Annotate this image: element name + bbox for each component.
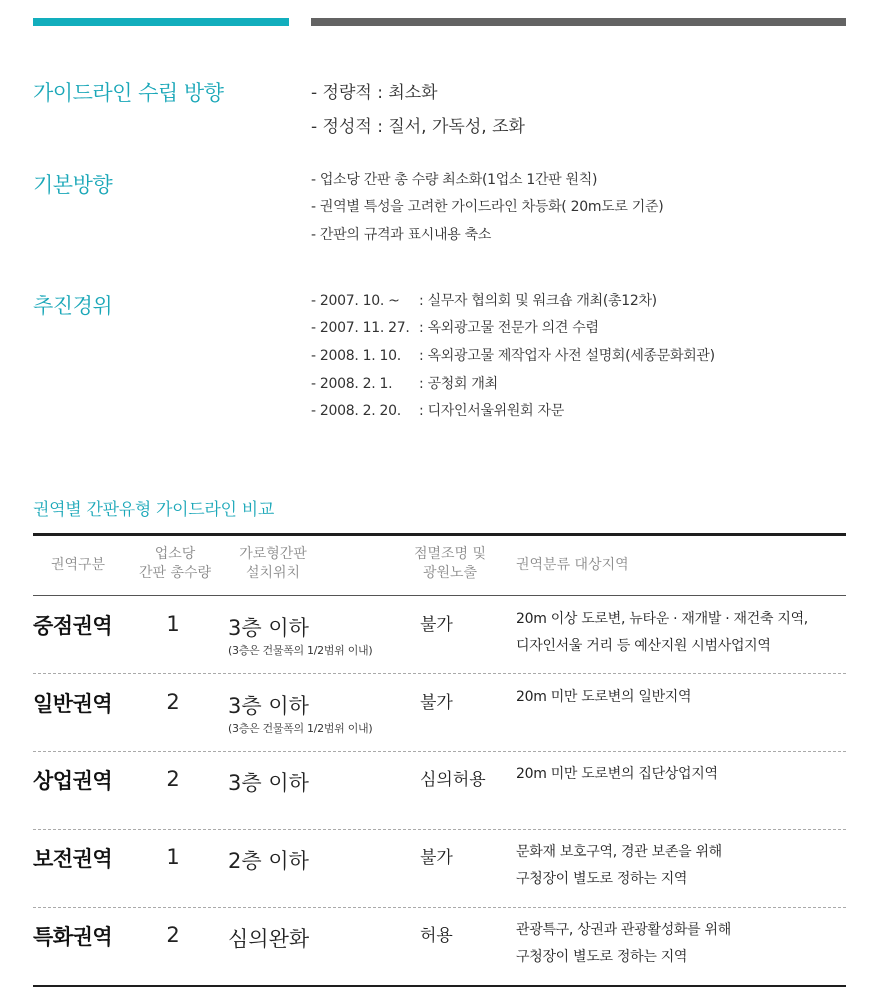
target-line: 20m 미만 도로변의 일반지역 [516,689,692,705]
table-top-rule [33,533,846,536]
zone-name: 중점권역 [33,614,113,638]
target-line: 구청장이 별도로 정하는 지역 [516,949,688,965]
row-divider [33,829,846,830]
sign-location: 3층 이하 [228,616,309,640]
target-line: 관광특구, 상권과 관광활성화를 위해 [516,922,731,938]
history-item [311,290,657,310]
zone-name: 상업권역 [33,769,113,793]
history-title: 추진경위 [33,294,113,318]
history-date: - 2007. 10. ~ [311,293,400,309]
history-item [311,317,599,337]
direction-item: - 정량적 : 최소화 [311,83,438,103]
row-divider [33,673,846,674]
target-line: 20m 이상 도로변, 뉴타운 · 재개발 · 재건축 지역, [516,611,808,627]
lighting-rule: 허용 [420,926,453,946]
lighting-rule: 심의허용 [420,770,486,790]
history-date: - 2008. 2. 20. [311,403,401,419]
sign-count: 2 [166,923,180,947]
top-gray-bar [311,18,846,26]
zone-name: 일반권역 [33,692,113,716]
sign-location: 3층 이하 [228,771,309,795]
target-area [516,606,808,660]
header-count-line2: 간판 총수량 [138,565,212,581]
basic-item: - 업소당 간판 총 수량 최소화(1업소 1간판 원칙) [311,172,598,188]
history-item [311,345,715,365]
table-row [0,688,883,768]
history-date: - 2007. 11. 27. [311,320,410,336]
target-area [516,839,722,893]
history-desc: : 옥외광고물 전문가 의견 수렴 [419,320,599,336]
history-desc: : 옥외광고물 제작업자 사전 설명회(세종문화회관) [419,348,715,364]
header-zone: 권역구분 [50,557,106,573]
table-row [0,765,883,845]
direction-item: - 정성적 : 질서, 가독성, 조화 [311,117,525,137]
target-line: 디자인서울 거리 등 예산지원 시범사업지역 [516,638,771,654]
history-desc: : 디자인서울위원회 자문 [419,403,564,419]
table-row [0,843,883,923]
table-header-rule [33,595,846,596]
sign-count: 1 [166,845,180,869]
zone-name: 보전권역 [33,847,113,871]
table-row [0,610,883,690]
target-line: 문화재 보호구역, 경관 보존을 위해 [516,844,722,860]
row-divider [33,751,846,752]
lighting-rule: 불가 [420,848,453,868]
sign-count: 2 [166,690,180,714]
sign-location: 심의완화 [228,927,310,951]
history-date: - 2008. 2. 1. [311,376,393,392]
history-desc: : 실무자 협의회 및 워크숍 개최(총12차) [419,293,657,309]
sign-location-note: (3층은 건물폭의 1/2범위 이내) [228,644,373,657]
target-line: 구청장이 별도로 정하는 지역 [516,871,688,887]
header-count-line1: 업소당 [154,546,196,562]
header-location [228,545,318,583]
target-area [516,684,691,711]
table-bottom-rule [33,985,846,987]
sign-location: 3층 이하 [228,694,309,718]
zone-name: 특화권역 [33,925,113,949]
header-location-line1: 가로형간판 [239,546,307,562]
history-item [311,400,564,420]
lighting-rule: 불가 [420,693,453,713]
table-title: 권역별 간판유형 가이드라인 비교 [33,500,275,520]
basic-item: - 권역별 특성을 고려한 가이드라인 차등화( 20m도로 기준) [311,199,664,215]
header-lighting-line2: 광원노출 [422,565,478,581]
top-accent-bar [33,18,289,26]
header-location-line2: 설치위치 [245,565,301,581]
lighting-rule: 불가 [420,615,453,635]
row-divider [33,907,846,908]
header-lighting [400,545,500,583]
sign-count: 2 [166,767,180,791]
sign-location-note: (3층은 건물폭의 1/2범위 이내) [228,722,373,735]
history-desc: : 공청회 개최 [419,376,498,392]
basic-item: - 간판의 규격과 표시내용 축소 [311,227,492,243]
direction-title: 가이드라인 수립 방향 [33,81,224,105]
basic-title: 기본방향 [33,173,113,197]
target-area [516,917,731,971]
history-date: - 2008. 1. 10. [311,348,401,364]
history-item [311,373,498,393]
header-target: 권역분류 대상지역 [516,557,629,573]
target-line: 20m 미만 도로변의 집단상업지역 [516,766,718,782]
target-area [516,761,718,788]
header-count [130,545,220,583]
sign-location: 2층 이하 [228,849,309,873]
sign-count: 1 [166,612,180,636]
table-row [0,921,883,1001]
header-lighting-line1: 점멸조명 및 [413,546,487,562]
